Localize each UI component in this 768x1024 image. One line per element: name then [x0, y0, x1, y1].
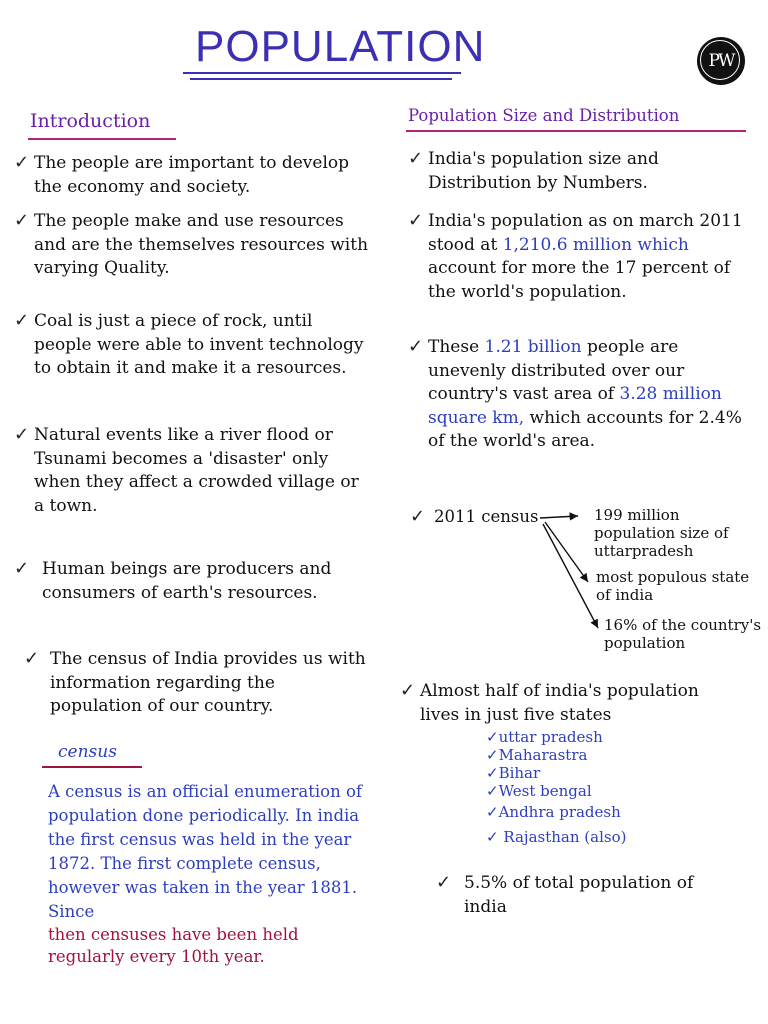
check-icon: ✓ [14, 424, 30, 445]
state-item: ✓West bengal [486, 782, 592, 800]
check-icon: ✓ [14, 210, 30, 231]
pw-logo: PW [697, 37, 745, 85]
intro-item-4: ✓ Natural events like a river flood or Tsunami becomes a 'disaster' only when they affect a crowded village or a town. [14, 424, 359, 516]
percent-population-item: ✓ 5.5% of total population of india [436, 872, 694, 917]
intro-item-1: ✓ The people are important to develop the economy and society. [14, 152, 350, 197]
population-size-heading: Population Size and Distribution [408, 106, 680, 125]
intro-item-2: ✓ The people make and use resources and are the themselves resources with varying Quality. [14, 210, 369, 278]
check-icon: ✓ [14, 152, 30, 173]
census-definition: A census is an official enumeration of population done periodically. In india the first census was held in the year 1872. The first complete census, however was taken in the year 1881. Since then censuses have been held regularly every 10th year. [48, 782, 363, 966]
state-item: ✓uttar pradesh [486, 728, 603, 746]
check-icon: ✓ [410, 506, 426, 527]
half-population-item: ✓ Almost half of india's population lives in just five states [400, 680, 699, 725]
notes-page: POPULATION PW Introduction ✓ The people are important to develop the economy and society. ✓ The people make and use resources and are the themselves resources with varying Quality. ✓ Coal is just a piece of rock, until people were able to invent technology to obtain it and make it a resources. ✓ Natural events like a river flood or Tsunami becomes a 'disaster' only when they affect a crowded village or a town. ✓ Human beings are producers and consumers of earth's resources. ✓ The census of India provides us with information regarding the population of our country. census A census is an official enumeration of population done periodically. In india the first census was held in the year 1872. The first complete census, however was taken in the year 1881. Since then censuses have been held regularly every 10th year. Population Size and Distribution ✓ India's population size and Distribution by Numbers. ✓ India's population as on march 2011 stood at 1,210.6 million which account for more the 17 percent of the world's population. ✓ These 1.21 billion people are unevenly distributed over our country's vast area of 3.28 million square km, which accounts for 2.4% of the world's area. ✓ 2011 census 199 million population size of uttarpradesh most populous state of india 16% of the country's population ✓ Almost half of india's population lives in just five states ✓uttar pradesh ✓Maharastra ✓Bihar ✓West bengal ✓Andhra pradesh ✓ Rajasthan (also) ✓ 5.5% of total population of india [0, 0, 768, 1024]
census-output-size: 199 million population size of uttarpradesh [594, 506, 729, 560]
census-output-share: 16% of the country's population [604, 616, 762, 652]
size-item-2: ✓ India's population as on march 2011 stood at 1,210.6 million which account for more the 17 percent of the world's population. [408, 210, 743, 302]
introduction-heading: Introduction [30, 110, 151, 132]
page-title: POPULATION [195, 22, 486, 71]
check-icon: ✓ [14, 310, 30, 331]
state-item: ✓Bihar [486, 764, 541, 782]
size-item-3: ✓ These 1.21 billion people are unevenly distributed over our country's vast area of 3.28 million square km, which accounts for 2.4% of the world's area. [408, 336, 742, 451]
check-icon: ✓ [24, 648, 40, 669]
state-item: ✓Andhra pradesh [486, 803, 621, 821]
size-item-1: ✓ India's population size and Distribution by Numbers. [408, 148, 659, 193]
state-item: ✓ Rajasthan (also) [486, 828, 627, 846]
arrow-to-populous [545, 522, 588, 582]
check-icon: ✓ [14, 558, 30, 579]
check-icon: ✓ [400, 680, 416, 701]
check-icon: ✓ [408, 210, 424, 231]
arrow-to-share [543, 524, 598, 628]
intro-item-5: ✓ Human beings are producers and consumers of earth's resources. [14, 558, 332, 603]
states-list [486, 728, 626, 850]
intro-item-3: ✓ Coal is just a piece of rock, until people were able to invent technology to obtain it and make it a resources. [14, 310, 364, 378]
check-icon: ✓ [436, 872, 452, 893]
check-icon: ✓ [408, 336, 424, 357]
census-heading: census [58, 742, 117, 762]
intro-item-6: ✓ The census of India provides us with information regarding the population of our country. [24, 648, 366, 716]
census-output-populous: most populous state of india [596, 568, 750, 604]
arrow-to-size [540, 516, 578, 518]
state-item: ✓Maharastra [486, 746, 588, 764]
check-icon: ✓ [408, 148, 424, 169]
